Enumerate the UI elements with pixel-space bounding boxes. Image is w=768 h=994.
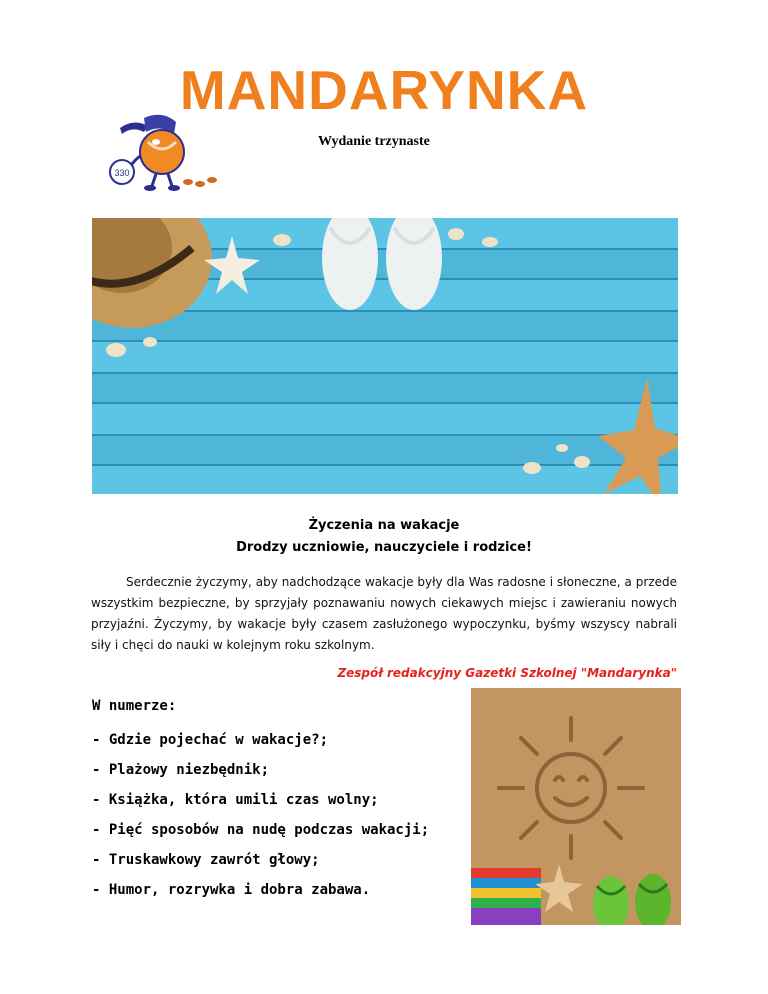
wishes-body: Serdecznie życzymy, aby nadchodzące wakacje były dla Was radosne i słoneczne, a przede wszystkim bezpieczne, by sprzyjały poznawaniu nowych ciekawych miejsc i zawieraniu nowych przyjaźni. Życzymy, by wakacje były czasem zasłużonego wypoczynku, byśmy wszyscy nabrali siły i chęci do nauki w kolejnym roku szkolnym. (91, 575, 677, 652)
beach-planks-image (92, 218, 678, 494)
sand-sun-image (471, 688, 681, 925)
contents-item: - Humor, rozrywka i dobra zabawa. (92, 882, 371, 898)
mascot-badge-number: 330 (114, 168, 130, 178)
editorial-signature: Zespół redakcyjny Gazetki Szkolnej "Mandarynka" (337, 666, 677, 680)
contents-item: - Truskawkowy zawrót głowy; (92, 852, 320, 868)
contents-item: - Gdzie pojechać w wakacje?; (92, 732, 329, 748)
newspaper-title: MANDARYNKA (179, 59, 589, 121)
wishes-body-text (91, 572, 677, 656)
edition-label: Wydanie trzynaste (318, 134, 430, 149)
contents-item: - Plażowy niezbędnik; (92, 762, 270, 778)
contents-list (92, 725, 429, 905)
contents-item: - Pięć sposobów na nudę podczas wakacji; (92, 822, 430, 838)
mandarin-mascot-logo (104, 112, 224, 194)
wishes-greeting: Drodzy uczniowie, nauczyciele i rodzice! (236, 540, 532, 555)
contents-item: - Książka, która umili czas wolny; (92, 792, 379, 808)
striped-towel-icon (471, 868, 541, 925)
contents-heading: W numerze: (92, 698, 177, 714)
wishes-title: Życzenia na wakacje (308, 518, 460, 533)
